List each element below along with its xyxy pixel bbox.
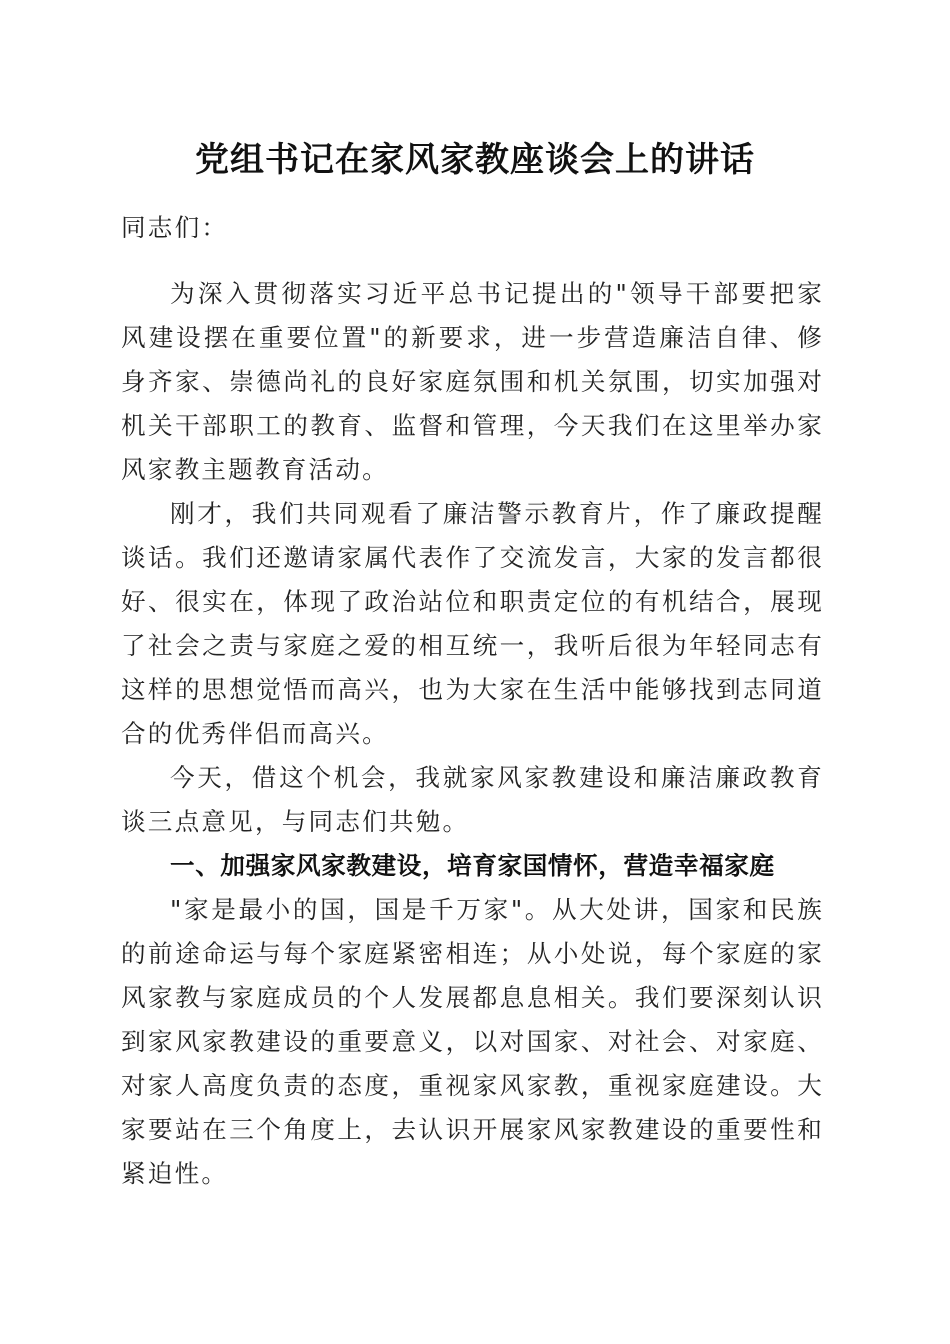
salutation: 同志们： [121, 213, 229, 242]
section-paragraph: "家是最小的国，国是千万家"。从大处讲，国家和民族的前途命运与每个家庭紧密相连；从小处说，每个家庭的家风家教与家庭成员的个人发展都息息相关。我们要深刻认识到家风家教建设的重要意义，以对国家、对社会、对家庭、对家人高度负责的态度，重视家风家教，重视家庭建设。大家要站在三个角度上，去认识开展家风家教建设的重要性和紧迫性。 [121, 895, 824, 1188]
paragraph-review: 刚才，我们共同观看了廉洁警示教育片，作了廉政提醒谈话。我们还邀请家属代表作了交流发言，大家的发言都很好、很实在，体现了政治站位和职责定位的有机结合，展现了社会之责与家庭之爱的相互统一，我听后很为年轻同志有这样的思想觉悟而高兴，也为大家在生活中能够找到志同道合的优秀伴侣而高兴。 [121, 499, 824, 748]
section-heading: 一、加强家风家教建设，培育家国情怀，营造幸福家庭 [170, 851, 775, 880]
document-title: 党组书记在家风家教座谈会上的讲话 [195, 140, 755, 180]
paragraph-outline: 今天，借这个机会，我就家风家教建设和廉洁廉政教育谈三点意见，与同志们共勉。 [121, 763, 824, 836]
paragraph-intro: 为深入贯彻落实习近平总书记提出的"领导干部要把家风建设摆在重要位置"的新要求，进一步营造廉洁自律、修身齐家、崇德尚礼的良好家庭氛围和机关氛围，切实加强对机关干部职工的教育、监督和管理，今天我们在这里举办家风家教主题教育活动。 [121, 279, 824, 484]
